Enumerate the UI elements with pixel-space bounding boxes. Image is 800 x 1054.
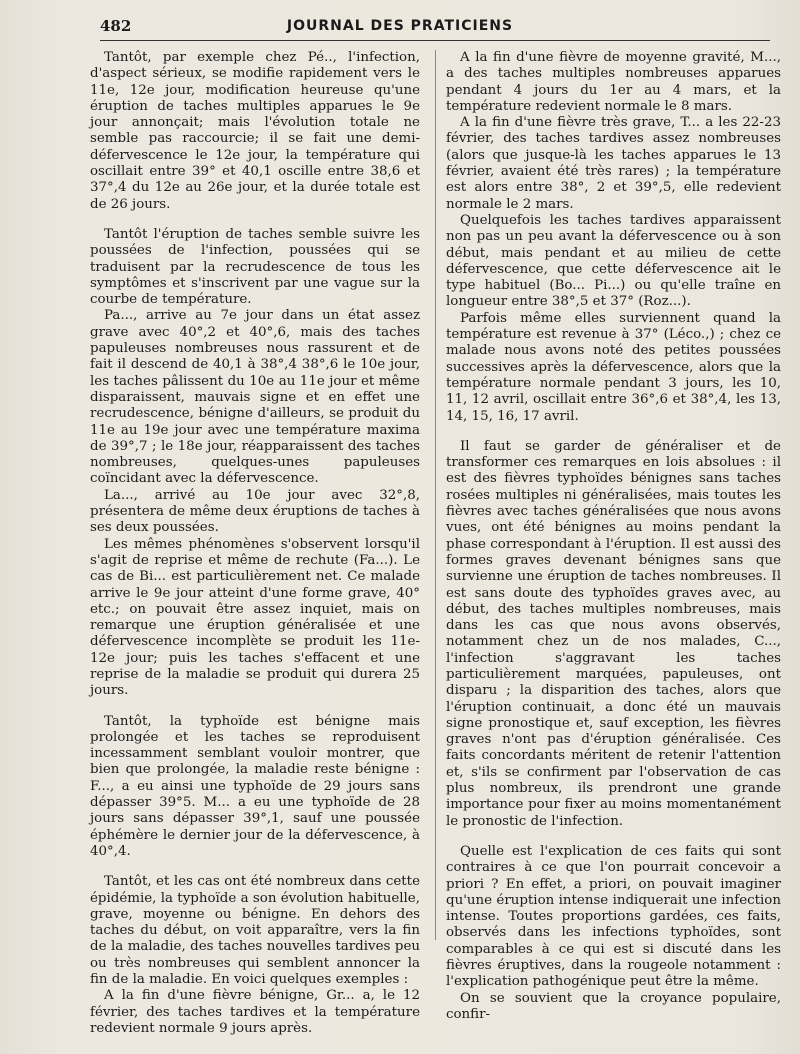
paragraph: La..., arrivé au 10e jour avec 32°,8, présentera de même deux éruptions de taches à ses deux poussées.	[90, 487, 420, 536]
paragraph: Parfois même elles surviennent quand la température est revenue à 37° (Léco.,) ; chez ce malade nous avons noté des petites poussées successives après la défervescence, alors que la température normale pendant 3 jours, les 10, 11, 12 avril, oscillait entre 36°,6 et 38°,4, les 13, 14, 15, 16, 17 avril.	[446, 310, 781, 424]
left-column	[90, 50, 420, 1037]
paragraph: A la fin d'une fièvre de moyenne gravité, M..., a des taches multiples nombreuses apparues pendant 4 jours du 1er au 4 mars, et la température redevient normale le 8 mars.	[446, 50, 781, 114]
paragraph: A la fin d'une fièvre bénigne, Gr... a, le 12 février, des taches tardives et la température redevient normale 9 jours après.	[90, 988, 420, 1036]
paragraph: On se souvient que la croyance populaire, confir-	[446, 990, 781, 1022]
right-column	[446, 50, 781, 1023]
paragraph: Tantôt, et les cas ont été nombreux dans cette épidémie, la typhoïde a son évolution habituelle, grave, moyenne ou bénigne. En dehors des taches du début, on voit apparaître, vers la fin de la maladie, des taches nouvelles tardives peu ou très nombreuses qui semblent annoncer la fin de la maladie. En voici quelques exemples :	[90, 874, 420, 988]
paragraph: A la fin d'une fièvre très grave, T... a les 22-23 février, des taches tardives assez nombreuses (alors que jusque-là les taches apparues le 13 février, avaient été très rares) ; la température est alors entre 38°, 2 et 39°,5, elle redevient normale le 2 mars.	[446, 115, 781, 212]
paragraph: Quelquefois les taches tardives apparaissent non pas un peu avant la défervescence ou à son début, mais pendant et au milieu de cette défervescence, que cette défervescence ait le type habituel (Bo... Pi...) ou qu'elle traîne en longueur entre 38°,5 et 37° (Roz...).	[446, 212, 781, 310]
header-rule	[100, 40, 770, 41]
page-header	[100, 12, 770, 40]
paragraph: Tantôt l'éruption de taches semble suivre les poussées de l'infection, poussées qui se traduisent par la recrudescence de tous les symptômes et s'inscrivent par une vague sur la courbe de température.	[90, 226, 420, 308]
column-divider	[435, 50, 436, 940]
paragraph: Les mêmes phénomènes s'observent lorsqu'il s'agit de reprise et même de rechute (Fa...). Le cas de Bi... est particulièrement net. Ce malade arrive le 9e jour atteint d'une forme grave, 40° etc.; on pouvait être assez inquiet, mais on remarque une éruption généralisée et une défervescence incomplète se produit les 11e-12e jour; puis les taches s'effacent et une reprise de la maladie se produit qui durera 25 jours.	[90, 536, 420, 699]
journal-title: JOURNAL DES PRATICIENS	[286, 18, 514, 34]
paragraph: Quelle est l'explication de ces faits qui sont contraires à ce que l'on pourrait concevoir a priori ? En effet, a priori, on pouvait imaginer qu'une éruption intense indiquerait une infection intense. Toutes proportions gardées, ces faits, observés dans les infections typhoïdes, sont comparables à ce qui est si discuté dans les fièvres éruptives, dans la rougeole notamment : l'explication pathogénique peut être la même.	[446, 843, 781, 990]
paragraph: Tantôt, la typhoïde est bénigne mais prolongée et les taches se reproduisent incessamment semblant vouloir montrer, que bien que prolongée, la maladie reste bénigne : F..., a eu ainsi une typhoïde de 29 jours sans dépasser 39°5. M... a eu une typhoïde de 28 jours sans dépasser 39°,1, sauf une poussée éphémère le dernier jour de la défervescence, à 40°,4.	[90, 713, 420, 859]
paragraph: Tantôt, par exemple chez Pé.., l'infection, d'aspect sérieux, se modifie rapidement vers le 11e, 12e jour, modification heureuse qu'une éruption de taches multiples apparues le 9e jour annonçait; mais l'évolution totale ne semble pas raccourcie; il se fait une demi-défervescence le 12e jour, la température qui oscillait entre 39° et 40,1 oscille entre 38,6 et 37°,4 du 12e au 26e jour, et la durée totale est de 26 jours.	[90, 50, 420, 212]
page-number: 482	[100, 17, 132, 35]
paragraph: Il faut se garder de généraliser et de transformer ces remarques en lois absolues : il est des fièvres typhoïdes bénignes sans taches rosées multiples ni généralisées, mais toutes les fièvres avec taches généralisées que nous avons vues, ont été bénignes au moins pendant la phase correspondant à l'éruption. Il est aussi des formes graves devenant bénignes sans que survienne une éruption de taches nombreuses. Il est sans doute des typhoïdes graves avec, au début, des taches multiples nombreuses, mais dans les cas que nous avons observés, notamment chez un de nos malades, C..., l'infection s'aggravant les taches particulièrement marquées, papuleuses, ont disparu ; la disparition des taches, alors que l'éruption continuait, a donc été un mauvais signe pronostique et, sauf exception, les fièvres graves n'ont pas d'éruption généralisée. Ces faits concordants méritent de retenir l'attention et, s'ils se confirment par l'observation de cas plus nombreux, ils prendront une grande importance pour fixer au moins momentanément le pronostic de l'infection.	[446, 438, 781, 829]
paragraph: Pa..., arrive au 7e jour dans un état assez grave avec 40°,2 et 40°,6, mais des taches papuleuses nombreuses nous rassurent et de fait il descend de 40,1 à 38°,4 38°,6 le 10e jour, les taches pâlissent du 10e au 11e jour et même disparaissent, mauvais signe et en effet une recrudescence, bénigne d'ailleurs, se produit du 11e au 19e jour avec une température maxima de 39°,7 ; le 18e jour, réapparaissent des taches nombreuses, quelques-unes papuleuses coïncidant avec la défervescence.	[90, 308, 420, 487]
